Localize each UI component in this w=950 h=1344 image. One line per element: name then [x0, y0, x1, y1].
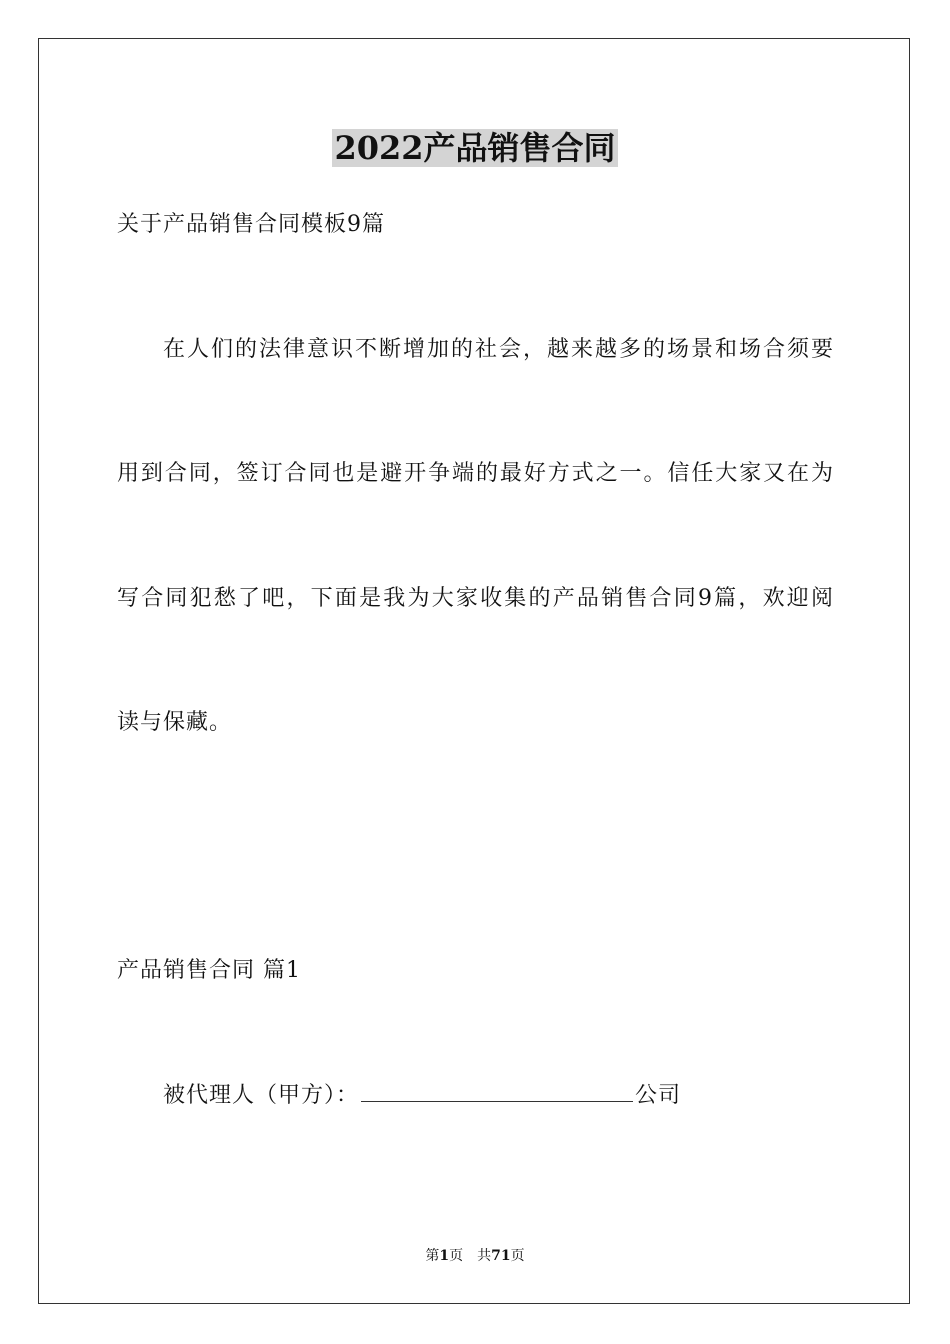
party-a-suffix: 公司 — [635, 1083, 682, 1108]
party-a-label: 被代理人（甲方）： — [163, 1083, 360, 1108]
party-a-line — [163, 1081, 681, 1111]
footer-total-pages: 71 — [491, 1248, 511, 1264]
intro-line-3: 写合同犯愁了吧，下面是我为大家收集的产品销售合同9篇，欢迎阅 — [117, 586, 833, 611]
intro-line-1: 在人们的法律意识不断增加的社会，越来越多的场景和场合须要 — [163, 337, 833, 362]
page-footer — [0, 1246, 950, 1266]
footer-page-suffix: 页 — [510, 1248, 525, 1264]
footer-page-number: 1 — [439, 1248, 450, 1264]
footer-page-prefix: 第 — [425, 1248, 440, 1264]
document-title-text: 2022产品销售合同 — [334, 129, 616, 167]
footer-page-mid: 页 共 — [449, 1248, 492, 1264]
intro-line-4: 读与保藏。 — [117, 710, 233, 735]
document-title — [0, 128, 950, 168]
document-subtitle: 关于产品销售合同模板9篇 — [117, 212, 385, 237]
party-a-blank-field — [361, 1081, 633, 1102]
section-heading: 产品销售合同 篇1 — [117, 958, 301, 983]
intro-line-2: 用到合同，签订合同也是避开争端的最好方式之一。信任大家又在为 — [117, 461, 833, 486]
